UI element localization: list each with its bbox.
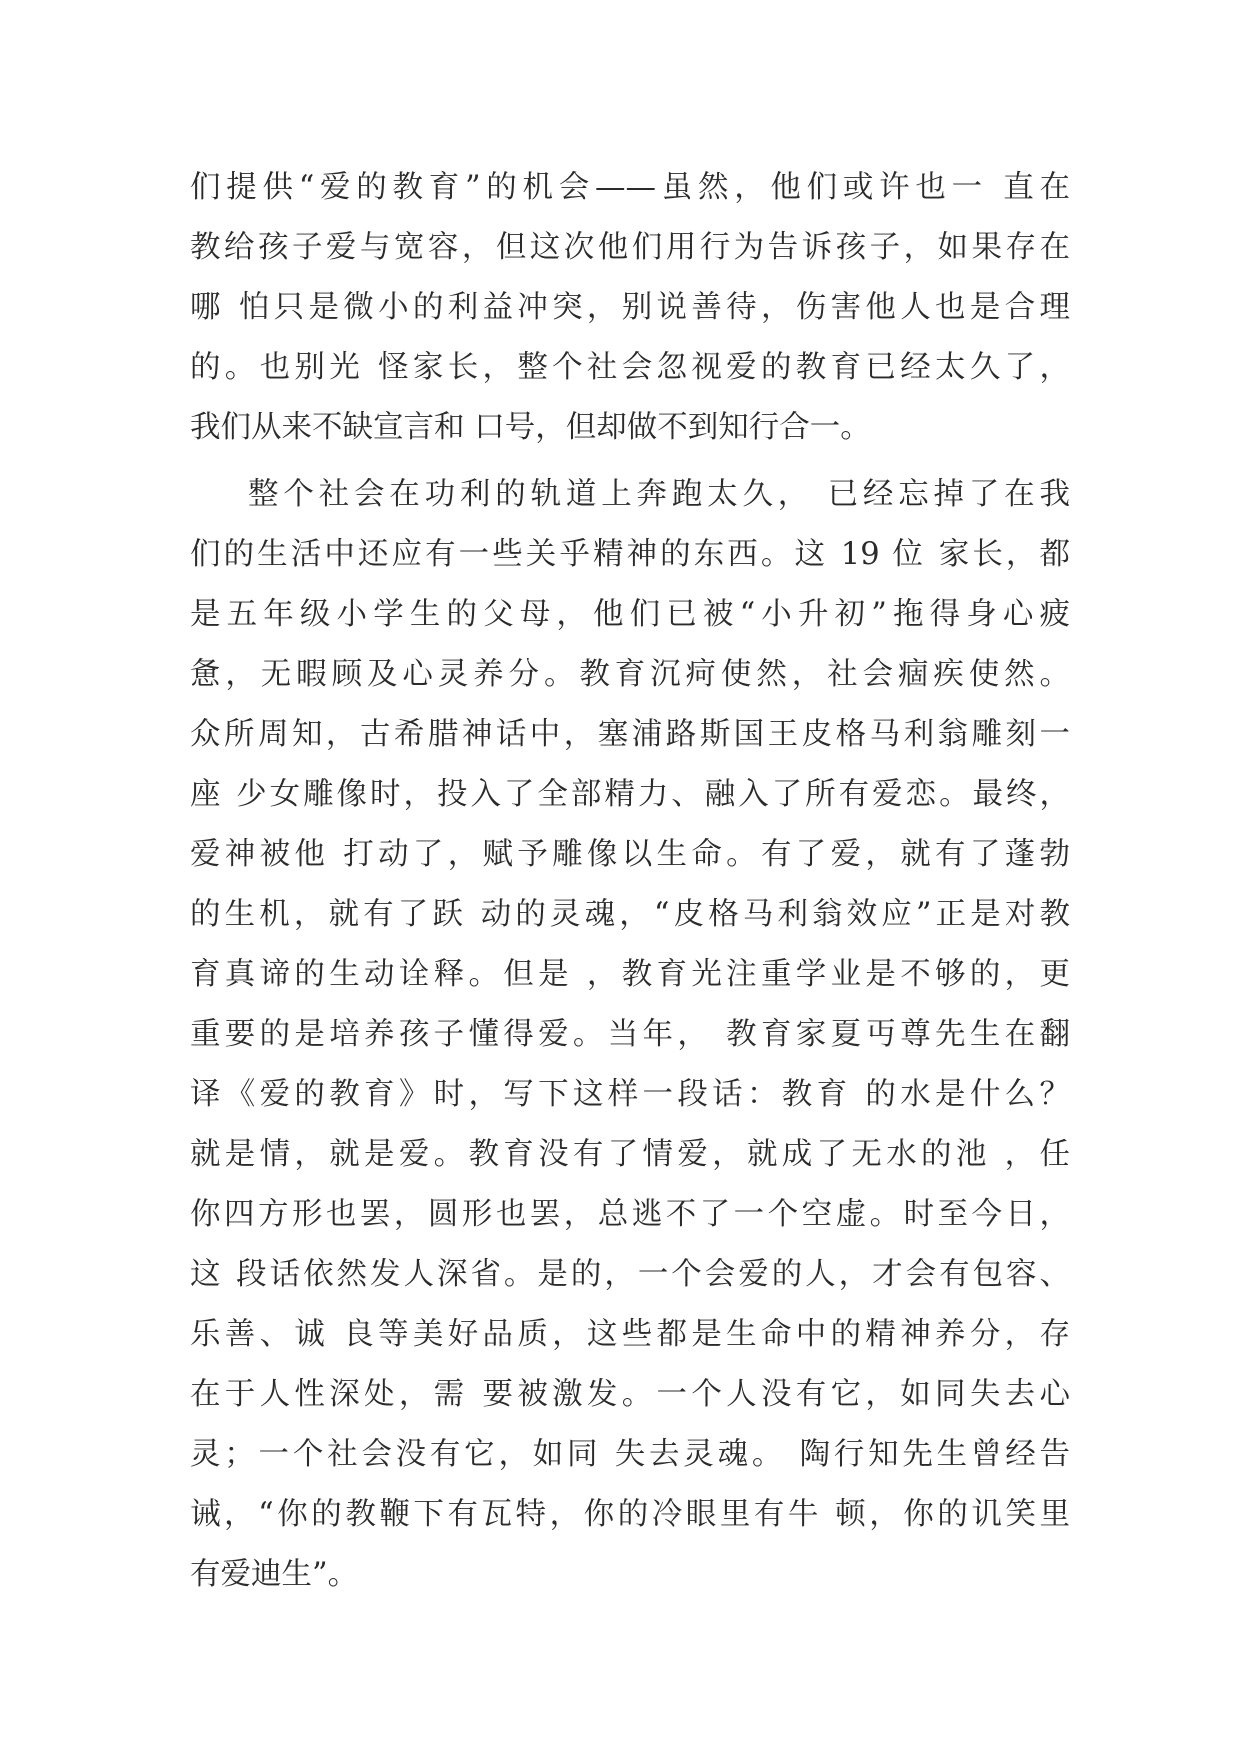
text-line: 译《爱的教育》时，写下这样一段话：教育 的水是什么？ — [190, 1077, 1070, 1112]
text-line: 爱神被他 打动了，赋予雕像以生命。有了爱，就有了蓬勃 — [190, 837, 1070, 872]
text-line: 们提供“爱的教育”的机会——虽然，他们或许也一 直在 — [190, 170, 1070, 205]
paragraph-2 — [190, 465, 1070, 1605]
text-line: 我们从来不缺宣言和 口号，但却做不到知行合一。 — [190, 410, 871, 445]
text-line: 的生机，就有了跃 动的灵魂，“皮格马利翁效应”正是对教 — [190, 897, 1070, 932]
text-line: 乐善、诚 良等美好品质，这些都是生命中的精神养分，存 — [190, 1317, 1070, 1352]
text-line: 重要的是培养孩子懂得爱。当年， 教育家夏丏尊先生在翻 — [190, 1017, 1070, 1052]
text-line: 座 少女雕像时，投入了全部精力、融入了所有爱恋。最终， — [190, 777, 1070, 812]
text-line: 惫，无暇顾及心灵养分。教育沉疴使然，社会痼疾使然。 — [190, 657, 1070, 692]
text-line: 育真谛的生动诠释。但是 ，教育光注重学业是不够的，更 — [190, 957, 1070, 992]
text-line: 哪 怕只是微小的利益冲突，别说善待，伤害他人也是合理 — [190, 290, 1070, 325]
text-line: 的。也别光 怪家长，整个社会忽视爱的教育已经太久了， — [190, 350, 1070, 385]
text-line: 就是情，就是爱。教育没有了情爱，就成了无水的池 ，任 — [190, 1137, 1070, 1172]
text-line: 灵；一个社会没有它，如同 失去灵魂。 陶行知先生曾经告 — [190, 1437, 1070, 1472]
text-line: 众所周知，古希腊神话中，塞浦路斯国王皮格马利翁雕刻一 — [190, 717, 1070, 752]
text-line: 诫，“你的教鞭下有瓦特，你的冷眼里有牛 顿，你的讥笑里 — [190, 1497, 1070, 1532]
text-line: 在于人性深处，需 要被激发。一个人没有它，如同失去心 — [190, 1377, 1070, 1412]
text-line: 是五年级小学生的父母，他们已被“小升初”拖得身心疲 — [190, 597, 1070, 632]
text-line: 你四方形也罢，圆形也罢，总逃不了一个空虚。时至今日， — [190, 1197, 1070, 1232]
paragraph-1 — [190, 158, 1070, 458]
text-line: 整个社会在功利的轨道上奔跑太久， 已经忘掉了在我 — [190, 477, 1070, 512]
document-body — [190, 158, 1070, 1605]
text-line: 有爱迪生”。 — [190, 1557, 359, 1592]
text-line: 教给孩子爱与宽容，但这次他们用行为告诉孩子，如果存在 — [190, 230, 1070, 265]
text-line: 这 段话依然发人深省。是的，一个会爱的人，才会有包容、 — [190, 1257, 1070, 1292]
text-line: 们的生活中还应有一些关乎精神的东西。这 19 位 家长，都 — [190, 537, 1070, 572]
